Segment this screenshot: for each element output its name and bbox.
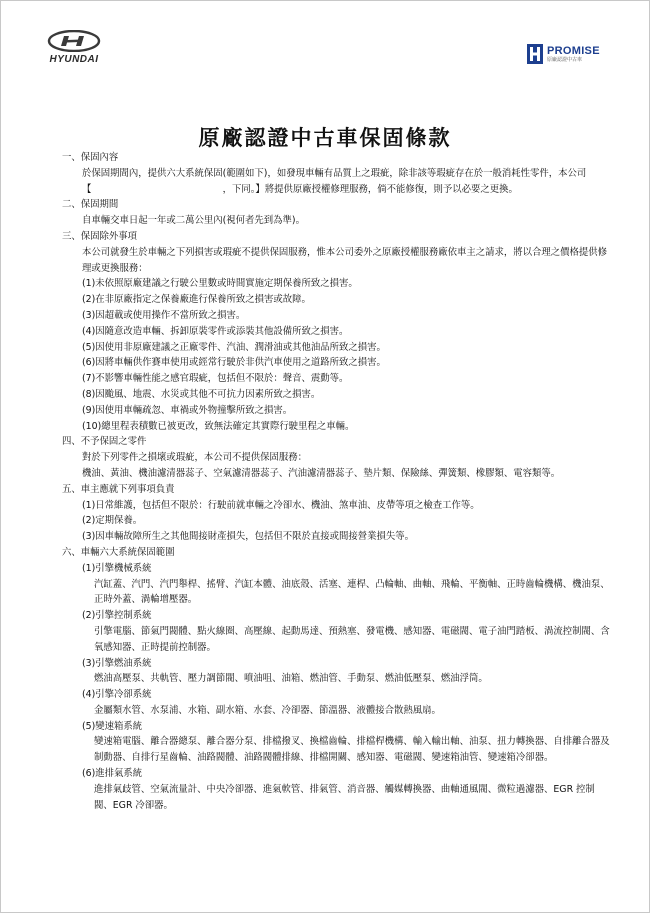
- system-parts: 引擎電腦、節氣門閥體、點火線圈、高壓線、起動馬達、預熱塞、發電機、感知器、電磁閥、電子油門踏板、渦流控制閥、含氧感知器、正時提前控制器。: [94, 625, 610, 653]
- list-item: (2)在非原廠指定之保養廠進行保養所致之損害或故障。: [82, 294, 311, 306]
- system-parts: 汽缸蓋、汽門、汽門舉桿、搖臂、汽缸本體、油底殼、活塞、連桿、凸輪軸、曲軸、飛輪、平衡軸、正時齒輪機構、機油泵、正時外蓋、渦輪增壓器。: [94, 578, 610, 606]
- system-parts: 燃油高壓泵、共軌管、壓力調節閥、噴油咀、油箱、燃油管、手動泵、燃油低壓泵、燃油浮筒。: [94, 673, 488, 685]
- list-item: (4)因隨意改造車輛、拆卸原裝零件或添裝其他設備所致之損害。: [82, 325, 349, 337]
- section-paragraph: 對於下列零件之損壞或瑕疵，本公司不提供保固服務：: [82, 452, 308, 464]
- list-item: (8)因颱風、地震、水災或其他不可抗力因素所致之損害。: [82, 388, 321, 400]
- list-item: (6)因將車輛供作賽車使用或經常行駛於非供汽車使用之道路所致之損害。: [82, 357, 386, 369]
- list-item: (10)總里程表積數已被更改，致無法確定其實際行駛里程之車輛。: [82, 420, 355, 432]
- section-paragraph: 本公司就發生於車輛之下列損害或瑕疵不提供保固服務，惟本公司委外之原廠授權服務廠依車主之請求，將以合理之價格提供修理或更換服務：: [82, 246, 608, 274]
- section-heading: 四、不予保固之零件: [62, 436, 147, 448]
- hyundai-wordmark: HYUNDAI: [49, 54, 99, 65]
- system-label: (4)引擎冷卻系統: [82, 689, 152, 701]
- section-exclusions: [62, 229, 612, 434]
- section-period: [62, 197, 612, 229]
- section-heading: 六、車輛六大系統保固範圍: [62, 546, 175, 558]
- system-label: (2)引擎控制系統: [82, 610, 152, 622]
- list-item: (1)日常維護，包括但不限於：行駛前就車輛之冷卻水、機油、煞車油、皮帶等項之檢查工作等。: [82, 499, 480, 511]
- list-item: (9)因使用車輛疏忽、車禍或外物撞擊所致之損害。: [82, 404, 293, 416]
- system-label: (3)引擎燃油系統: [82, 657, 152, 669]
- system-label: (6)進排氣系統: [82, 768, 143, 780]
- section-owner-duties: [62, 482, 612, 545]
- list-item: (3)因超載或使用操作不當所致之損害。: [82, 309, 246, 321]
- list-item: (1)未依照原廠建議之行駛公里數或時間實施定期保養所致之損害。: [82, 278, 358, 290]
- section-paragraph: 於保固期間內，提供六大系統保固(範圍如下)，如發現車輛有品質上之瑕疵，除非該等瑕疵存在於一般消耗性零件，本公司【 ，下同。】將提供原廠授權修理服務，倘不能修復，則予以必要之更換。: [82, 167, 587, 195]
- promise-wordmark: PROMISE: [547, 44, 600, 57]
- system-label: (5)變速箱系統: [82, 720, 143, 732]
- system-parts: 金屬類水管、水泵浦、水箱、副水箱、水套、冷卻器、節溫器、液體接合散熱風扇。: [94, 704, 441, 716]
- terms-body: [62, 150, 612, 813]
- section-paragraph: 自車輛交車日起一年或二萬公里內(視何者先到為準)。: [82, 215, 305, 227]
- system-label: (1)引擎機械系統: [82, 562, 152, 574]
- list-item: (3)因車輛故障所生之其他間接財產損失，包括但不限於直接或間接營業損失等。: [82, 531, 415, 543]
- section-coverage: [62, 150, 612, 197]
- hyundai-logo: [44, 30, 104, 65]
- section-paragraph: 機油、黃油、機油濾清器蕊子、空氣濾清器蕊子、汽油濾清器蕊子、墊片類、保險絲、彈簧類、橡膠類、電容類等。: [82, 467, 561, 479]
- section-heading: 二、保固期間: [62, 199, 119, 211]
- section-excluded-parts: [62, 434, 612, 481]
- list-item: (7)不影響車輛性能之感官瑕疵，包括但不限於：聲音、震動等。: [82, 373, 349, 385]
- section-systems: [62, 545, 612, 814]
- section-heading: 五、車主應就下列事項負責: [62, 483, 175, 495]
- section-heading: 一、保固內容: [62, 152, 119, 163]
- promise-h-icon: [527, 44, 543, 64]
- hyundai-emblem-icon: [47, 30, 101, 52]
- document-title: 原廠認證中古車保固條款: [198, 126, 452, 150]
- system-parts: 變速箱電腦、離合器總泵、離合器分泵、排檔撥叉、換檔齒輪、排檔桿機構、輸入輸出軸、油泵、扭力轉換器、自排離合器及制動器、自排行星齒輪、油路閥體、油路閥體排線、排檔開關、感知器、電磁閥、變速箱油管、變速箱冷卻器。: [94, 736, 610, 764]
- promise-logo: [527, 44, 600, 64]
- list-item: (2)定期保養。: [82, 515, 143, 527]
- section-heading: 三、保固除外事項: [62, 230, 138, 242]
- list-item: (5)因使用非原廠建議之正廠零件、汽油、潤滑油或其他油品所致之損害。: [82, 341, 386, 353]
- system-parts: 進排氣歧管、空氣流量計、中央冷卻器、進氣軟管、排氣管、消音器、觸媒轉換器、曲軸通風閥、微粒過濾器、EGR 控制閥、EGR 冷卻器。: [94, 783, 595, 811]
- promise-subtitle: 原廠認證中古車: [547, 56, 583, 63]
